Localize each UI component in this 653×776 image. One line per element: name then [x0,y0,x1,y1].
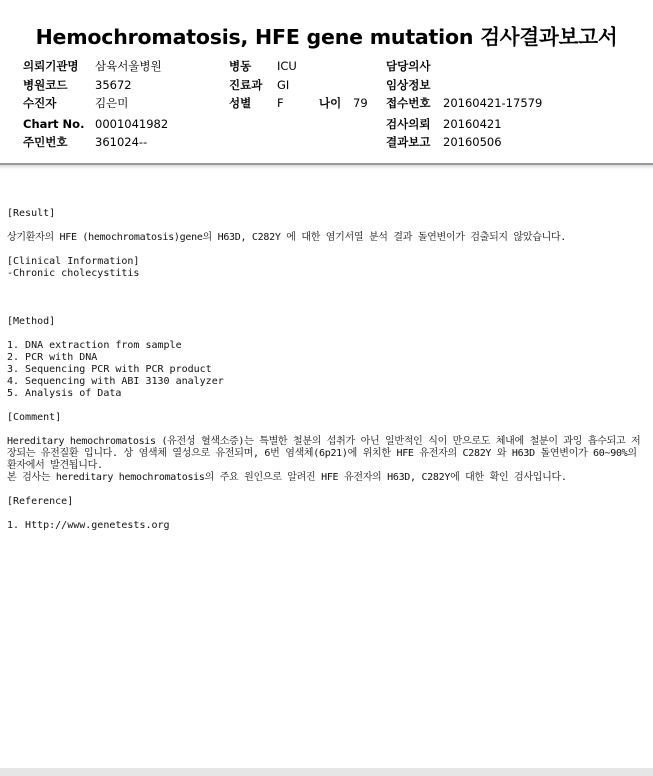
examinee-value: 김은미 [95,96,129,110]
comment-text-2: 본 검사는 hereditary hemochromatosis의 주요 원인으로 알려진 HFE 유전자의 H63D, C282Y에 대한 확인 검사입니다. [7,472,567,483]
chart-no-value: 0001041982 [95,117,169,131]
clinical-text: -Chronic cholecystitis [7,268,140,279]
examinee-label: 수진자 [23,96,57,110]
clinical-heading: [Clinical Information] [7,256,140,267]
resident-no-value: 361024-- [95,135,148,149]
dept-value: GI [277,78,290,92]
hospital-code-value: 35672 [95,78,132,92]
report-body [7,208,647,532]
request-date-label: 검사의뢰 [386,117,431,131]
method-item: 1. DNA extraction from sample [7,340,182,351]
result-heading: [Result] [7,208,56,219]
report-date-value: 20160506 [443,135,502,149]
comment-heading: [Comment] [7,412,62,423]
reference-item: 1. Http://www.genetests.org [7,520,170,531]
comment-text-1: Hereditary hemochromatosis (유전성 혈색소증)는 특별한 철분의 섭취가 아닌 일반적인 식이 만으로도 체내에 철분이 과잉 흡수되고 저장되는 유전질환 입니다. 상 염색체 열성으로 유전되며, 6번 염색체(6p21)에 위치한 HFE 유전자의 C282Y 와 H63D 돌연변이가 60~90%의 환자에서 발견됩니다. [7,436,641,471]
hospital-code-label: 병원코드 [23,78,68,92]
method-item: 3. Sequencing PCR with PCR product [7,364,212,375]
bottom-strip [0,768,653,776]
chart-no-label: Chart No. [23,117,85,131]
receipt-no-value: 20160421-17579 [443,96,543,110]
doctor-label: 담당의사 [386,59,431,73]
reference-heading: [Reference] [7,496,74,507]
receipt-no-label: 접수번호 [386,96,431,110]
resident-no-label: 주민번호 [23,135,68,149]
clinical-info-label: 임상정보 [386,78,431,92]
sex-value: F [277,96,284,110]
result-text: 상기환자의 HFE (hemochromatosis)gene의 H63D, C282Y 에 대한 염기서열 분석 결과 돌연변이가 검출되지 않았습니다. [7,232,567,243]
request-date-value: 20160421 [443,117,502,131]
report-title: Hemochromatosis, HFE gene mutation 검사결과보고서 [35,25,618,49]
age-label: 나이 [319,96,342,110]
dept-label: 진료과 [229,78,263,92]
institution-label: 의뢰기관명 [23,59,79,73]
report-header [0,0,653,164]
method-heading: [Method] [7,316,56,327]
method-item: 2. PCR with DNA [7,352,98,363]
method-item: 5. Analysis of Data [7,388,122,399]
header-shadow [0,165,653,169]
age-value: 79 [353,96,368,110]
ward-value: ICU [277,59,297,73]
sex-label: 성별 [229,96,252,110]
ward-label: 병동 [229,59,252,73]
report-date-label: 결과보고 [386,135,431,149]
method-item: 4. Sequencing with ABI 3130 analyzer [7,376,224,387]
institution-value: 삼육서울병원 [95,59,162,73]
